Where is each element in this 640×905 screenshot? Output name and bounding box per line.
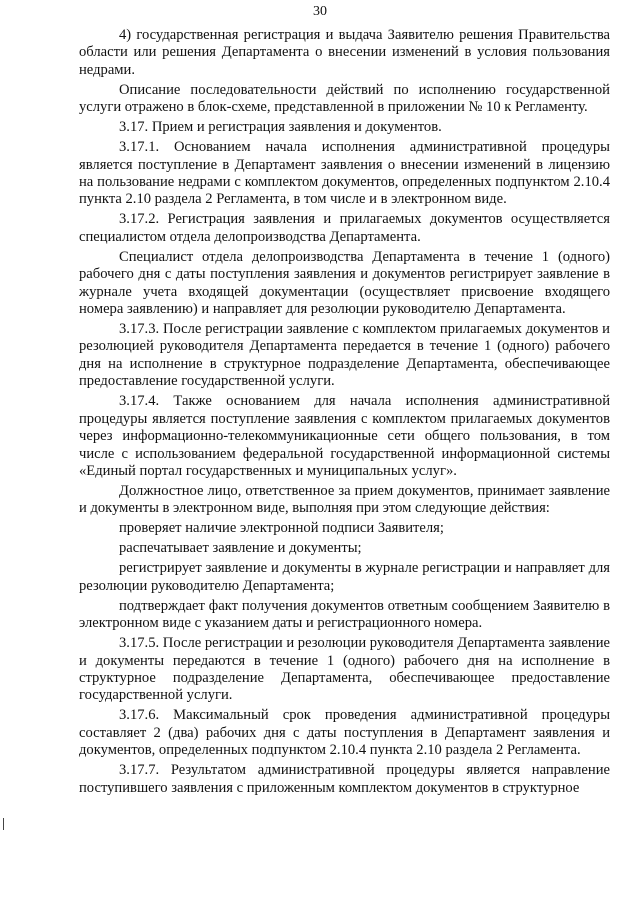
margin-mark	[3, 818, 4, 830]
paragraph-specialist: Специалист отдела делопроизводства Департамента в течение 1 (одного) рабочего дня с даты поступления заявления и документов регистрирует заявление в журнале учета входящей документации (осуществляет присвоение входящего номера заявлению) и направляет для резолюции руководителю Департамента.	[79, 248, 610, 318]
paragraph-3-17-4: 3.17.4. Также основанием для начала исполнения административной процедуры является поступление заявления с комплектом прилагаемых документов через информационно-телекоммуникационные сети общего пользования, в том числе с использованием федеральной государственной информационной системы «Единый портал государственных и муниципальных услуг».	[79, 393, 610, 479]
paragraph-description: Описание последовательности действий по исполнению государственной услуги отражено в блок-схеме, представленной в приложении № 10 к Регламенту.	[79, 81, 610, 116]
paragraph-official: Должностное лицо, ответственное за прием документов, принимает заявление и документы в электронном виде, выполняя при этом следующие действия:	[79, 482, 610, 517]
paragraph-3-17-7: 3.17.7. Результатом административной процедуры является направление поступившего заявления с приложенным комплектом документов в структурное	[79, 762, 610, 796]
list-item-confirm: подтверждает факт получения документов ответным сообщением Заявителю в электронном виде с указанием даты и регистрационного номера.	[79, 597, 610, 632]
section-heading-3-17: 3.17. Прием и регистрация заявления и документов.	[119, 119, 442, 136]
paragraph-3-17-1: 3.17.1. Основанием начала исполнения административной процедуры является поступление в Департамент заявления о внесении изменений в лицензию на пользование недрами с комплектом документов, определенных подпунктом 2.10.4 пункта 2.10 раздела 2 Регламента, в том числе и в электронном виде.	[79, 139, 610, 208]
paragraph-3-17-3: 3.17.3. После регистрации заявление с комплектом прилагаемых документов и резолюцией руководителя Департамента передается в течение 1 (одного) рабочего дня на исполнение в структурное подразделение Департамента, обеспечивающее предоставление государственной услуги.	[79, 321, 610, 390]
paragraph-3-17-2: 3.17.2. Регистрация заявления и прилагаемых документов осуществляется специалистом отдела делопроизводства Департамента.	[79, 211, 610, 245]
list-item-signature-check: проверяет наличие электронной подписи Заявителя;	[119, 520, 444, 537]
paragraph-item-4: 4) государственная регистрация и выдача Заявителю решения Правительства области или решения Департамента о внесении изменений в условия пользования недрами.	[79, 27, 610, 78]
page-number: 30	[313, 4, 327, 19]
document-body	[79, 27, 610, 800]
paragraph-3-17-6: 3.17.6. Максимальный срок проведения административной процедуры составляет 2 (два) рабочих дня с даты поступления в Департамент заявления и документов, определенных подпунктом 2.10.4 пункта 2.10 раздела 2 Регламента.	[79, 707, 610, 759]
list-item-register: регистрирует заявление и документы в журнале регистрации и направляет для резолюции руководителю Департамента;	[79, 560, 610, 594]
list-item-print: распечатывает заявление и документы;	[119, 540, 362, 557]
paragraph-3-17-5: 3.17.5. После регистрации и резолюции руководителя Департамента заявление и документы передаются в течение 1 (одного) рабочего дня на исполнение в структурное подразделение Департамента, обеспечивающее предоставление государственной услуги.	[79, 635, 610, 704]
